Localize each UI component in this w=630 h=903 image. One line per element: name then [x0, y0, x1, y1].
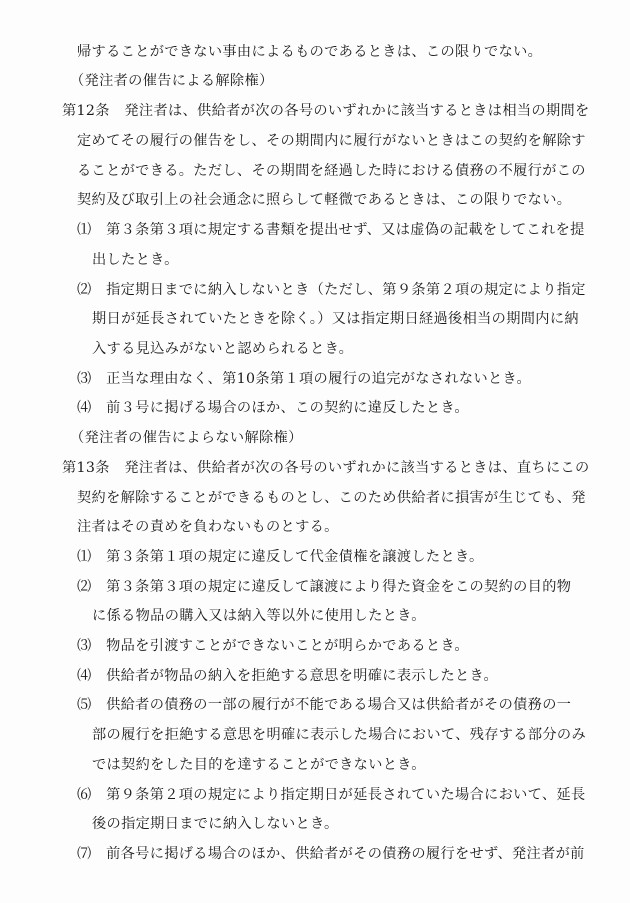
text-line: 定めてその履行の催告をし、その期間内に履行がないときはこの契約を解除す — [77, 133, 586, 149]
list-item-continuation: では契約をした目的を達することができないとき。 — [92, 757, 426, 773]
list-item-continuation: 期日が延長されていたときを除く。）又は指定期日経過後相当の期間内に納 — [92, 311, 579, 327]
list-item-continuation: 出したとき。 — [92, 252, 179, 268]
list-item: ⑵ 第３条第３項の規定に違反して譲渡により得た資金をこの契約の目的物 — [77, 579, 572, 595]
list-item-continuation: 後の指定期日までに納入しないとき。 — [92, 816, 339, 832]
article-caption: （発注者の催告によらない解除権） — [70, 430, 303, 446]
article-caption: （発注者の催告による解除権） — [70, 73, 274, 89]
list-item: ⑺ 前各号に掲げる場合のほか、供給者がその債務の履行をせず、発注者が前 — [77, 846, 585, 862]
list-item: ⑷ 前３号に掲げる場合のほか、この契約に違反したとき。 — [77, 400, 469, 416]
list-item: ⑶ 正当な理由なく、第10条第１項の履行の追完がなされないとき。 — [77, 371, 532, 387]
text-line: ることができる。ただし、その期間を経過した時における債務の不履行がこの — [77, 163, 586, 179]
list-item: ⑴ 第３条第１項の規定に違反して代金債権を譲渡したとき。 — [77, 549, 484, 565]
list-item: ⑴ 第３条第３項に規定する書類を提出せず、又は虚偽の記載をしてこれを提 — [77, 222, 585, 238]
list-item: ⑹ 第９条第２項の規定により指定期日が延長されていた場合において、延長 — [77, 787, 586, 803]
list-item: ⑷ 供給者が物品の納入を拒絶する意思を明確に表示したとき。 — [77, 668, 499, 684]
text-line: 注者はその責めを負わないものとする。 — [77, 519, 339, 535]
list-item-continuation: に係る物品の購入又は納入等以外に使用したとき。 — [92, 608, 426, 624]
list-item-continuation: 入する見込みがないと認められるとき。 — [92, 341, 354, 357]
text-line: 契約及び取引上の社会通念に照らして軽微であるときは、この限りでない。 — [77, 192, 572, 208]
article-12-head: 第12条 発注者は、供給者が次の各号のいずれかに該当するときは相当の期間を — [62, 103, 590, 119]
text-line: 帰することができない事由によるものであるときは、この限りでない。 — [77, 44, 543, 60]
list-item: ⑵ 指定期日までに納入しないとき（ただし、第９条第２項の規定により指定 — [77, 282, 586, 298]
list-item: ⑸ 供給者の債務の一部の履行が不能である場合又は供給者がその債務の一 — [77, 697, 572, 713]
list-item: ⑶ 物品を引渡すことができないことが明らかであるとき。 — [77, 638, 469, 654]
article-13-head: 第13条 発注者は、供給者が次の各号のいずれかに該当するときは、直ちにこの — [62, 460, 590, 476]
text-line: 契約を解除することができるものとし、このため供給者に損害が生じても、発 — [77, 490, 586, 506]
list-item-continuation: 部の履行を拒絶する意思を明確に表示した場合において、残存する部分のみ — [92, 727, 586, 743]
